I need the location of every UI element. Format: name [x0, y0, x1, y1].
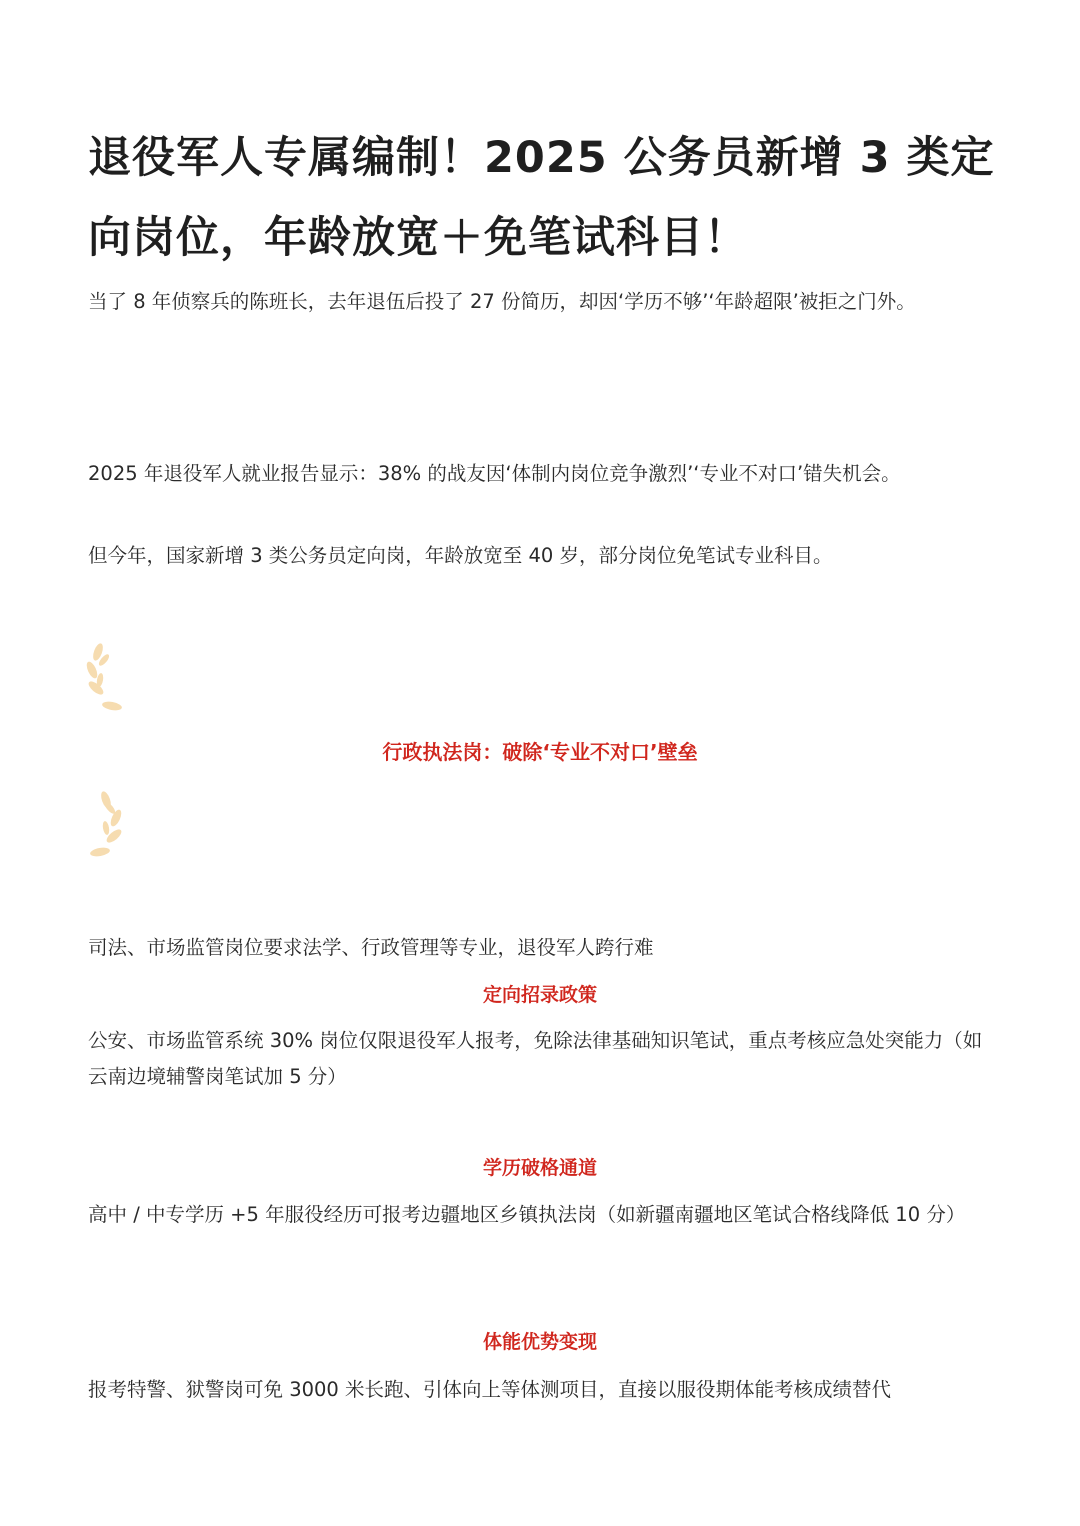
laurel-icon [84, 790, 134, 866]
laurel-icon [84, 640, 134, 716]
intro-paragraph-3: 但今年，国家新增 3 类公务员定向岗，年龄放宽至 40 岁，部分岗位免笔试专业科目。 [88, 544, 833, 567]
article-title: 退役军人专属编制！2025 公务员新增 3 类定向岗位，年龄放宽＋免笔试科目！ [88, 133, 995, 263]
section-problem: 司法、市场监管岗位要求法学、行政管理等专业，退役军人跨行难 [88, 936, 654, 959]
subsection-text-3: 报考特警、狱警岗可免 3000 米长跑、引体向上等体测项目，直接以服役期体能考核成绩替代 [88, 1378, 892, 1401]
section-heading: 行政执法岗：破除‘专业不对口’壁垒 [382, 740, 698, 764]
intro-paragraph-2: 2025 年退役军人就业报告显示：38% 的战友因‘体制内岗位竞争激烈’‘专业不对口’错失机会。 [88, 462, 901, 485]
subsection-title-1: 定向招录政策 [482, 984, 597, 1006]
subsection-text-2: 高中 / 中专学历 +5 年服役经历可报考边疆地区乡镇执法岗（如新疆南疆地区笔试合格线降低 10 分） [88, 1203, 966, 1226]
subsection-text-1: 公安、市场监管系统 30% 岗位仅限退役军人报考，免除法律基础知识笔试，重点考核应急处突能力（如云南边境辅警岗笔试加 5 分） [88, 1029, 983, 1088]
subsection-title-3: 体能优势变现 [482, 1331, 597, 1353]
subsection-title-2: 学历破格通道 [482, 1157, 597, 1179]
intro-paragraph-1: 当了 8 年侦察兵的陈班长，去年退伍后投了 27 份简历，却因‘学历不够’‘年龄超限’被拒之门外。 [88, 290, 916, 313]
